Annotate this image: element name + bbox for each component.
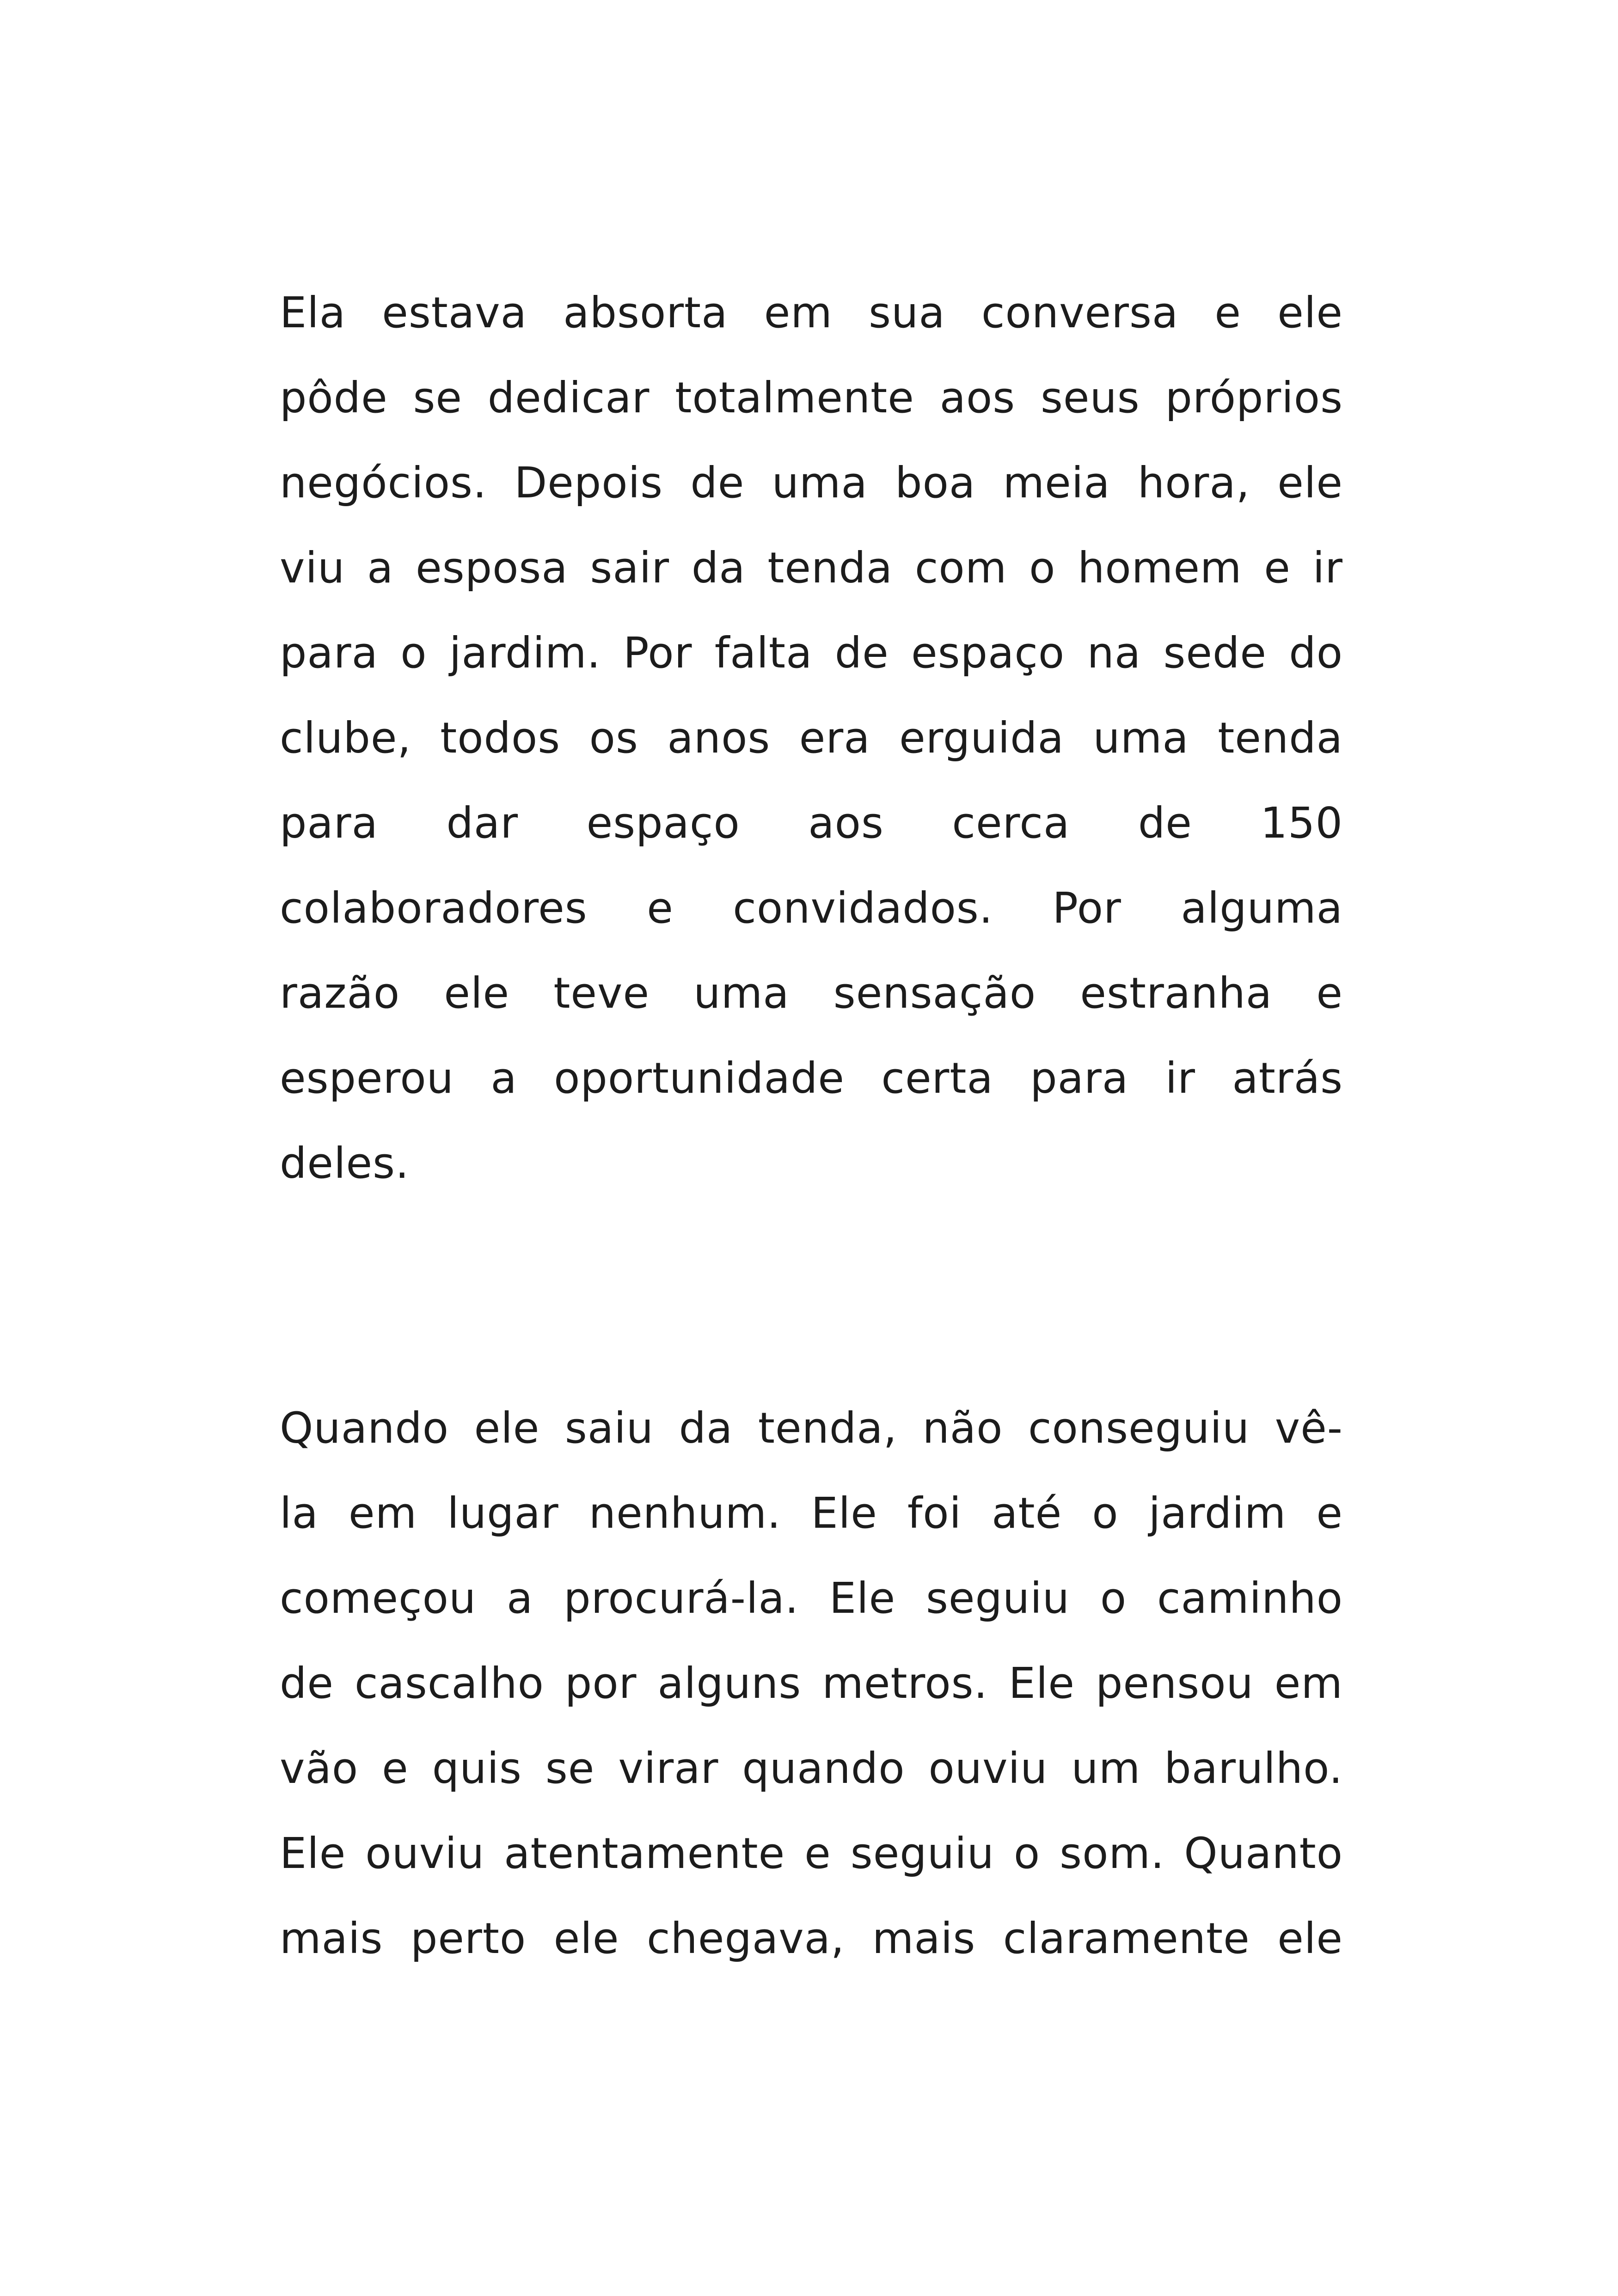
paragraph-2 xyxy=(280,1386,1343,1981)
text-line: para o jardim. Por falta de espaço na sede do xyxy=(280,628,1343,678)
text-line: Quando ele saiu da tenda, não conseguiu vê- xyxy=(280,1403,1343,1453)
text-line: começou a procurá-la. Ele seguiu o caminho xyxy=(280,1574,1343,1623)
text-line: deles. xyxy=(280,1139,410,1188)
text-line: Ela estava absorta em sua conversa e ele xyxy=(280,288,1343,337)
text-line: mais perto ele chegava, mais claramente ele xyxy=(280,1914,1343,1963)
text-line: viu a esposa sair da tenda com o homem e ir xyxy=(280,543,1343,593)
text-line: negócios. Depois de uma boa meia hora, ele xyxy=(280,458,1343,508)
paragraph-1 xyxy=(280,270,1343,1206)
text-line: razão ele teve uma sensação estranha e xyxy=(280,968,1343,1018)
text-line: clube, todos os anos era erguida uma tenda xyxy=(280,713,1343,763)
text-line: pôde se dedicar totalmente aos seus próprios xyxy=(280,373,1343,422)
text-line: para dar espaço aos cerca de 150 xyxy=(280,798,1343,848)
text-line: esperou a oportunidade certa para ir atrás xyxy=(280,1053,1343,1103)
text-line: Ele ouviu atentamente e seguiu o som. Quanto xyxy=(280,1829,1343,1878)
text-line: la em lugar nenhum. Ele foi até o jardim e xyxy=(280,1488,1343,1538)
text-line: de cascalho por alguns metros. Ele pensou em xyxy=(280,1659,1343,1708)
text-line: colaboradores e convidados. Por alguma xyxy=(280,883,1343,933)
text-line: vão e quis se virar quando ouviu um barulho. xyxy=(280,1744,1343,1793)
